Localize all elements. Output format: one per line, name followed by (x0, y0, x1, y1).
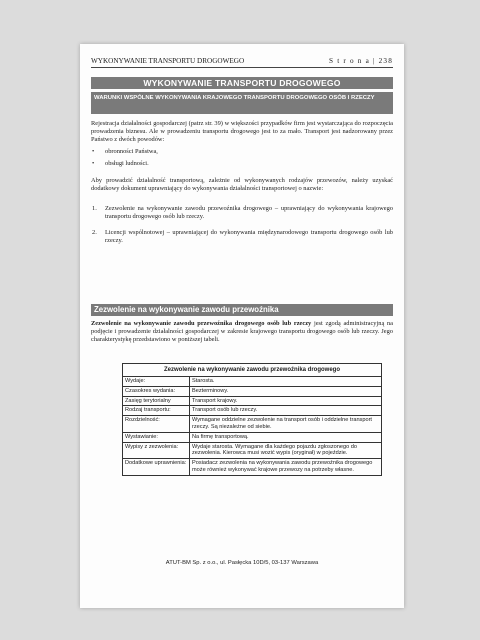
row-value: Na firmę transportową. (190, 432, 382, 442)
numbered-item (91, 205, 393, 221)
bullet-text: obsługi ludności. (105, 160, 149, 167)
row-key: Dodatkowe uprawnienia: (123, 459, 190, 476)
section-intro-bold: Zezwolenie na wykonywanie zawodu przewoźnika drogowego osób lub rzeczy (91, 320, 312, 327)
chapter-title: WYKONYWANIE TRANSPORTU DROGOWEGO (91, 77, 393, 89)
row-value: Posiadacz zezwolenia na wykonywania zawodu przewoźnika drogowego może również wykonywać krajowe przewozy na potrzeby własne. (190, 459, 382, 476)
paragraph-2: Aby prowadzić działalność transportową, zależnie od wykonywanych rodzajów przewozów, należy uzyskać dodatkowy dokument uprawniający do wykonywania działalności transportowej o nazwie: (91, 177, 393, 193)
table-row (123, 416, 382, 433)
bullet-text: obronności Państwa, (105, 148, 158, 155)
section-heading: Zezwolenie na wykonywanie zawodu przewoźnika (91, 304, 393, 316)
header-title: WYKONYWANIE TRANSPORTU DROGOWEGO (91, 57, 245, 65)
running-header (91, 57, 393, 68)
item-number: 2. (92, 229, 97, 236)
numbered-item (91, 229, 393, 245)
document-page (80, 44, 404, 608)
row-key: Zasięg terytorialny (123, 396, 190, 406)
row-value: Transport osób lub rzeczy. (190, 406, 382, 416)
row-value: Starosta. (190, 377, 382, 387)
item-text: Zezwolenie na wykonywanie zawodu przewoźnika drogowego – uprawniający do wykonywania krajowego transportu drogowego osób lub rzeczy. (105, 205, 393, 221)
table-row (123, 442, 382, 459)
section-intro (91, 320, 393, 345)
page-number: S t r o n a | 238 (329, 57, 393, 65)
permit-table (122, 363, 382, 476)
row-key: Rodzaj transportu: (123, 406, 190, 416)
section-subtitle: WARUNKI WSPÓLNE WYKONYWANIA KRAJOWEGO TRANSPORTU DROGOWEGO OSÓB I RZECZY (91, 92, 393, 114)
row-key: Wystawianie: (123, 432, 190, 442)
row-value: Wymagane oddzielne zezwolenie na transport osób i oddzielne transport rzeczy. Są niezależne od siebie. (190, 416, 382, 433)
bullet-icon: • (92, 160, 95, 167)
table-row (123, 406, 382, 416)
row-value: Bezterminowy. (190, 386, 382, 396)
row-key: Wydaje: (123, 377, 190, 387)
row-value: Transport krajowy. (190, 396, 382, 406)
table-row (123, 377, 382, 387)
table-row (123, 396, 382, 406)
row-key: Rozdzielność: (123, 416, 190, 433)
row-value: Wydaje starosta. Wymagane dla każdego pojazdu zgłoszonego do zezwolenia. Kierowca musi wozić wypis (oryginał) w pojeździe. (190, 442, 382, 459)
row-key: Wypisy z zezwolenia: (123, 442, 190, 459)
page-footer: ATUT-BM Sp. z o.o., ul. Pasłęcka 10D/5, 03-137 Warszawa (165, 560, 319, 566)
table-header: Zezwolenie na wykonywanie zawodu przewoźnika drogowego (123, 364, 382, 377)
row-key: Czasokres wydania: (123, 386, 190, 396)
item-number: 1. (92, 205, 97, 212)
table-row (123, 386, 382, 396)
section-intro-rest: jest zgodą administracyjną na podjęcie i prowadzenie działalności gospodarczej w zakresie krajowego transportu drogowego osób lub rzeczy. Jego charakterystykę przedstawiono w poniższej tabeli. (91, 320, 394, 344)
table-row (123, 459, 382, 476)
intro-paragraph: Rejestracja działalności gospodarczej (patrz str. 39) w większości przypadków firm jest wystarczająca do rozpoczęcia prowadzenia biznesu. Ale w prowadzeniu transportu drogowego jest to za mało. Transport jest nadzorowany przez Państwo z dwóch powodów: (91, 120, 393, 144)
bullet-icon: • (92, 148, 95, 155)
table-row (123, 432, 382, 442)
item-text: Licencji wspólnotowej – uprawniającej do wykonywania międzynarodowego transportu drogowego osób lub rzeczy. (105, 229, 393, 245)
